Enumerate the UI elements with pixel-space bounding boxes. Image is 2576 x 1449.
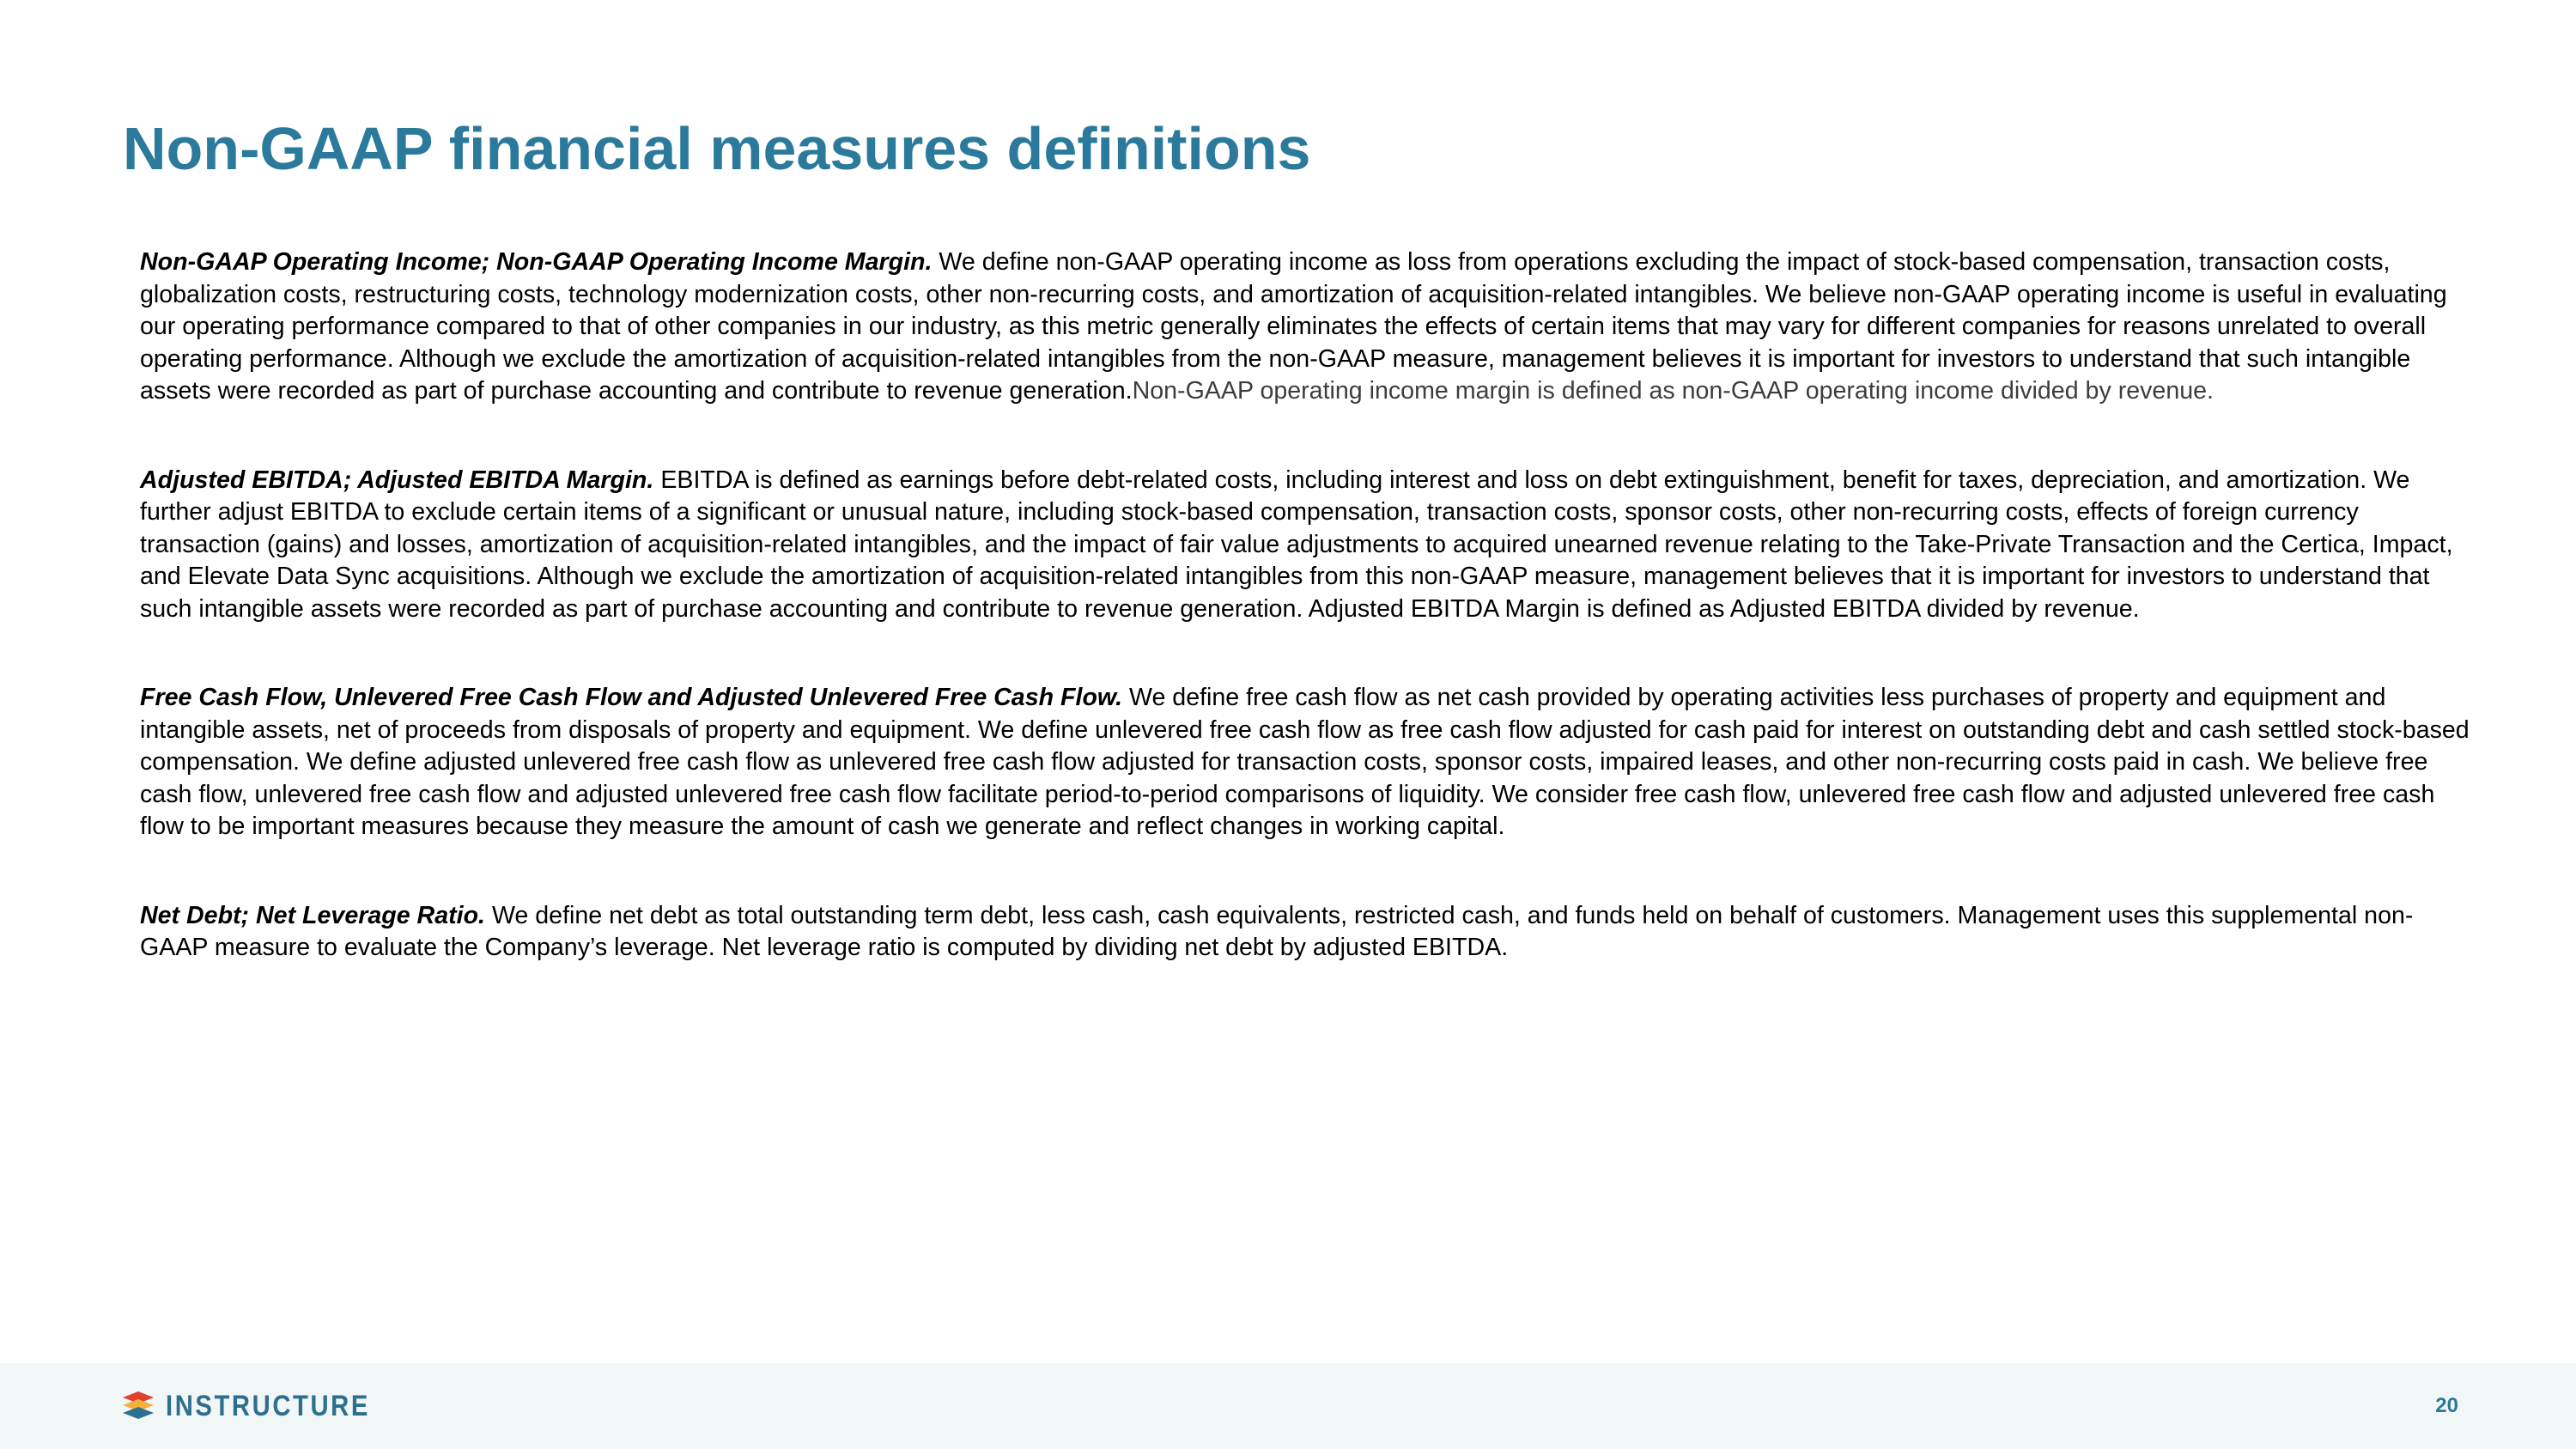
definition-adjusted-ebitda xyxy=(140,465,2476,626)
instructure-logo xyxy=(123,1389,404,1423)
definition-term: Non-GAAP Operating Income; Non-GAAP Operating Income Margin. xyxy=(140,248,933,276)
definition-body: EBITDA is defined as earnings before debt-related costs, including interest and loss on debt extinguishment, benefit for taxes, depreciation, and amortization. We further adjust EBITDA to exclude certain items of a significant or unusual nature, including stock-based compensation, transaction costs, sponsor costs, other non-recurring costs, effects of foreign currency transaction (gains) and losses, amortization of acquisition-related intangibles, and the impact of fair value adjustments to acquired unearned revenue relating to the Take-Private Transaction and the Certica, Impact, and Elevate Data Sync acquisitions. Although we exclude the amortization of acquisition-related intangibles from this non-GAAP measure, management believes that it is important for investors to understand that such intangible assets were recorded as part of purchase accounting and contribute to revenue generation. Adjusted EBITDA Margin is defined as Adjusted EBITDA divided by revenue. xyxy=(140,466,2453,623)
definition-body: We define non-GAAP operating income as loss from operations excluding the impact of stock-based compensation, transaction costs, globalization costs, restructuring costs, technology modernization costs, other non-recurring costs, and amortization of acquisition-related intangibles. We believe non-GAAP operating income is useful in evaluating our operating performance compared to that of other companies in our industry, as this metric generally eliminates the effects of certain items that may vary for different companies for reasons unrelated to overall operating performance. Although we exclude the amortization of acquisition-related intangibles from the non-GAAP measure, management believes it is important for investors to understand that such intangible assets were recorded as part of purchase accounting and contribute to revenue generation. xyxy=(140,248,2447,405)
definition-net-debt xyxy=(140,900,2476,965)
definitions-list xyxy=(140,247,2476,965)
footer-bar xyxy=(0,1363,2576,1449)
page-title: Non-GAAP financial measures definitions xyxy=(123,115,1311,182)
definition-term: Net Debt; Net Leverage Ratio. xyxy=(140,901,485,929)
definition-term: Free Cash Flow, Unlevered Free Cash Flow and Adjusted Unlevered Free Cash Flow. xyxy=(140,684,1123,711)
definition-non-gaap-operating-income xyxy=(140,247,2476,408)
definition-body: We define net debt as total outstanding term debt, less cash, cash equivalents, restricted cash, and funds held on behalf of customers. Management uses this supplemental non-GAAP measure to evaluate the Company’s leverage. Net leverage ratio is computed by dividing net debt by adjusted EBITDA. xyxy=(140,901,2414,961)
definition-extra: Non-GAAP operating income margin is defined as non-GAAP operating income divided by revenue. xyxy=(1132,377,2214,405)
definition-free-cash-flow xyxy=(140,682,2476,843)
definition-body: We define free cash flow as net cash provided by operating activities less purchases of property and equipment and intangible assets, net of proceeds from disposals of property and equipment. We define unlevered free cash flow as free cash flow adjusted for cash paid for interest on outstanding debt and cash settled stock-based compensation. We define adjusted unlevered free cash flow as unlevered free cash flow adjusted for transaction costs, sponsor costs, impaired leases, and other non-recurring costs paid in cash. We believe free cash flow, unlevered free cash flow and adjusted unlevered free cash flow facilitate period-to-period comparisons of liquidity. We consider free cash flow, unlevered free cash flow and adjusted unlevered free cash flow to be important measures because they measure the amount of cash we generate and reflect changes in working capital. xyxy=(140,684,2470,840)
logo-wordmark: INSTRUCTURE xyxy=(166,1389,370,1422)
definition-term: Adjusted EBITDA; Adjusted EBITDA Margin. xyxy=(140,466,654,494)
page-number: 20 xyxy=(2435,1394,2458,1417)
instructure-logo-icon xyxy=(123,1391,154,1422)
